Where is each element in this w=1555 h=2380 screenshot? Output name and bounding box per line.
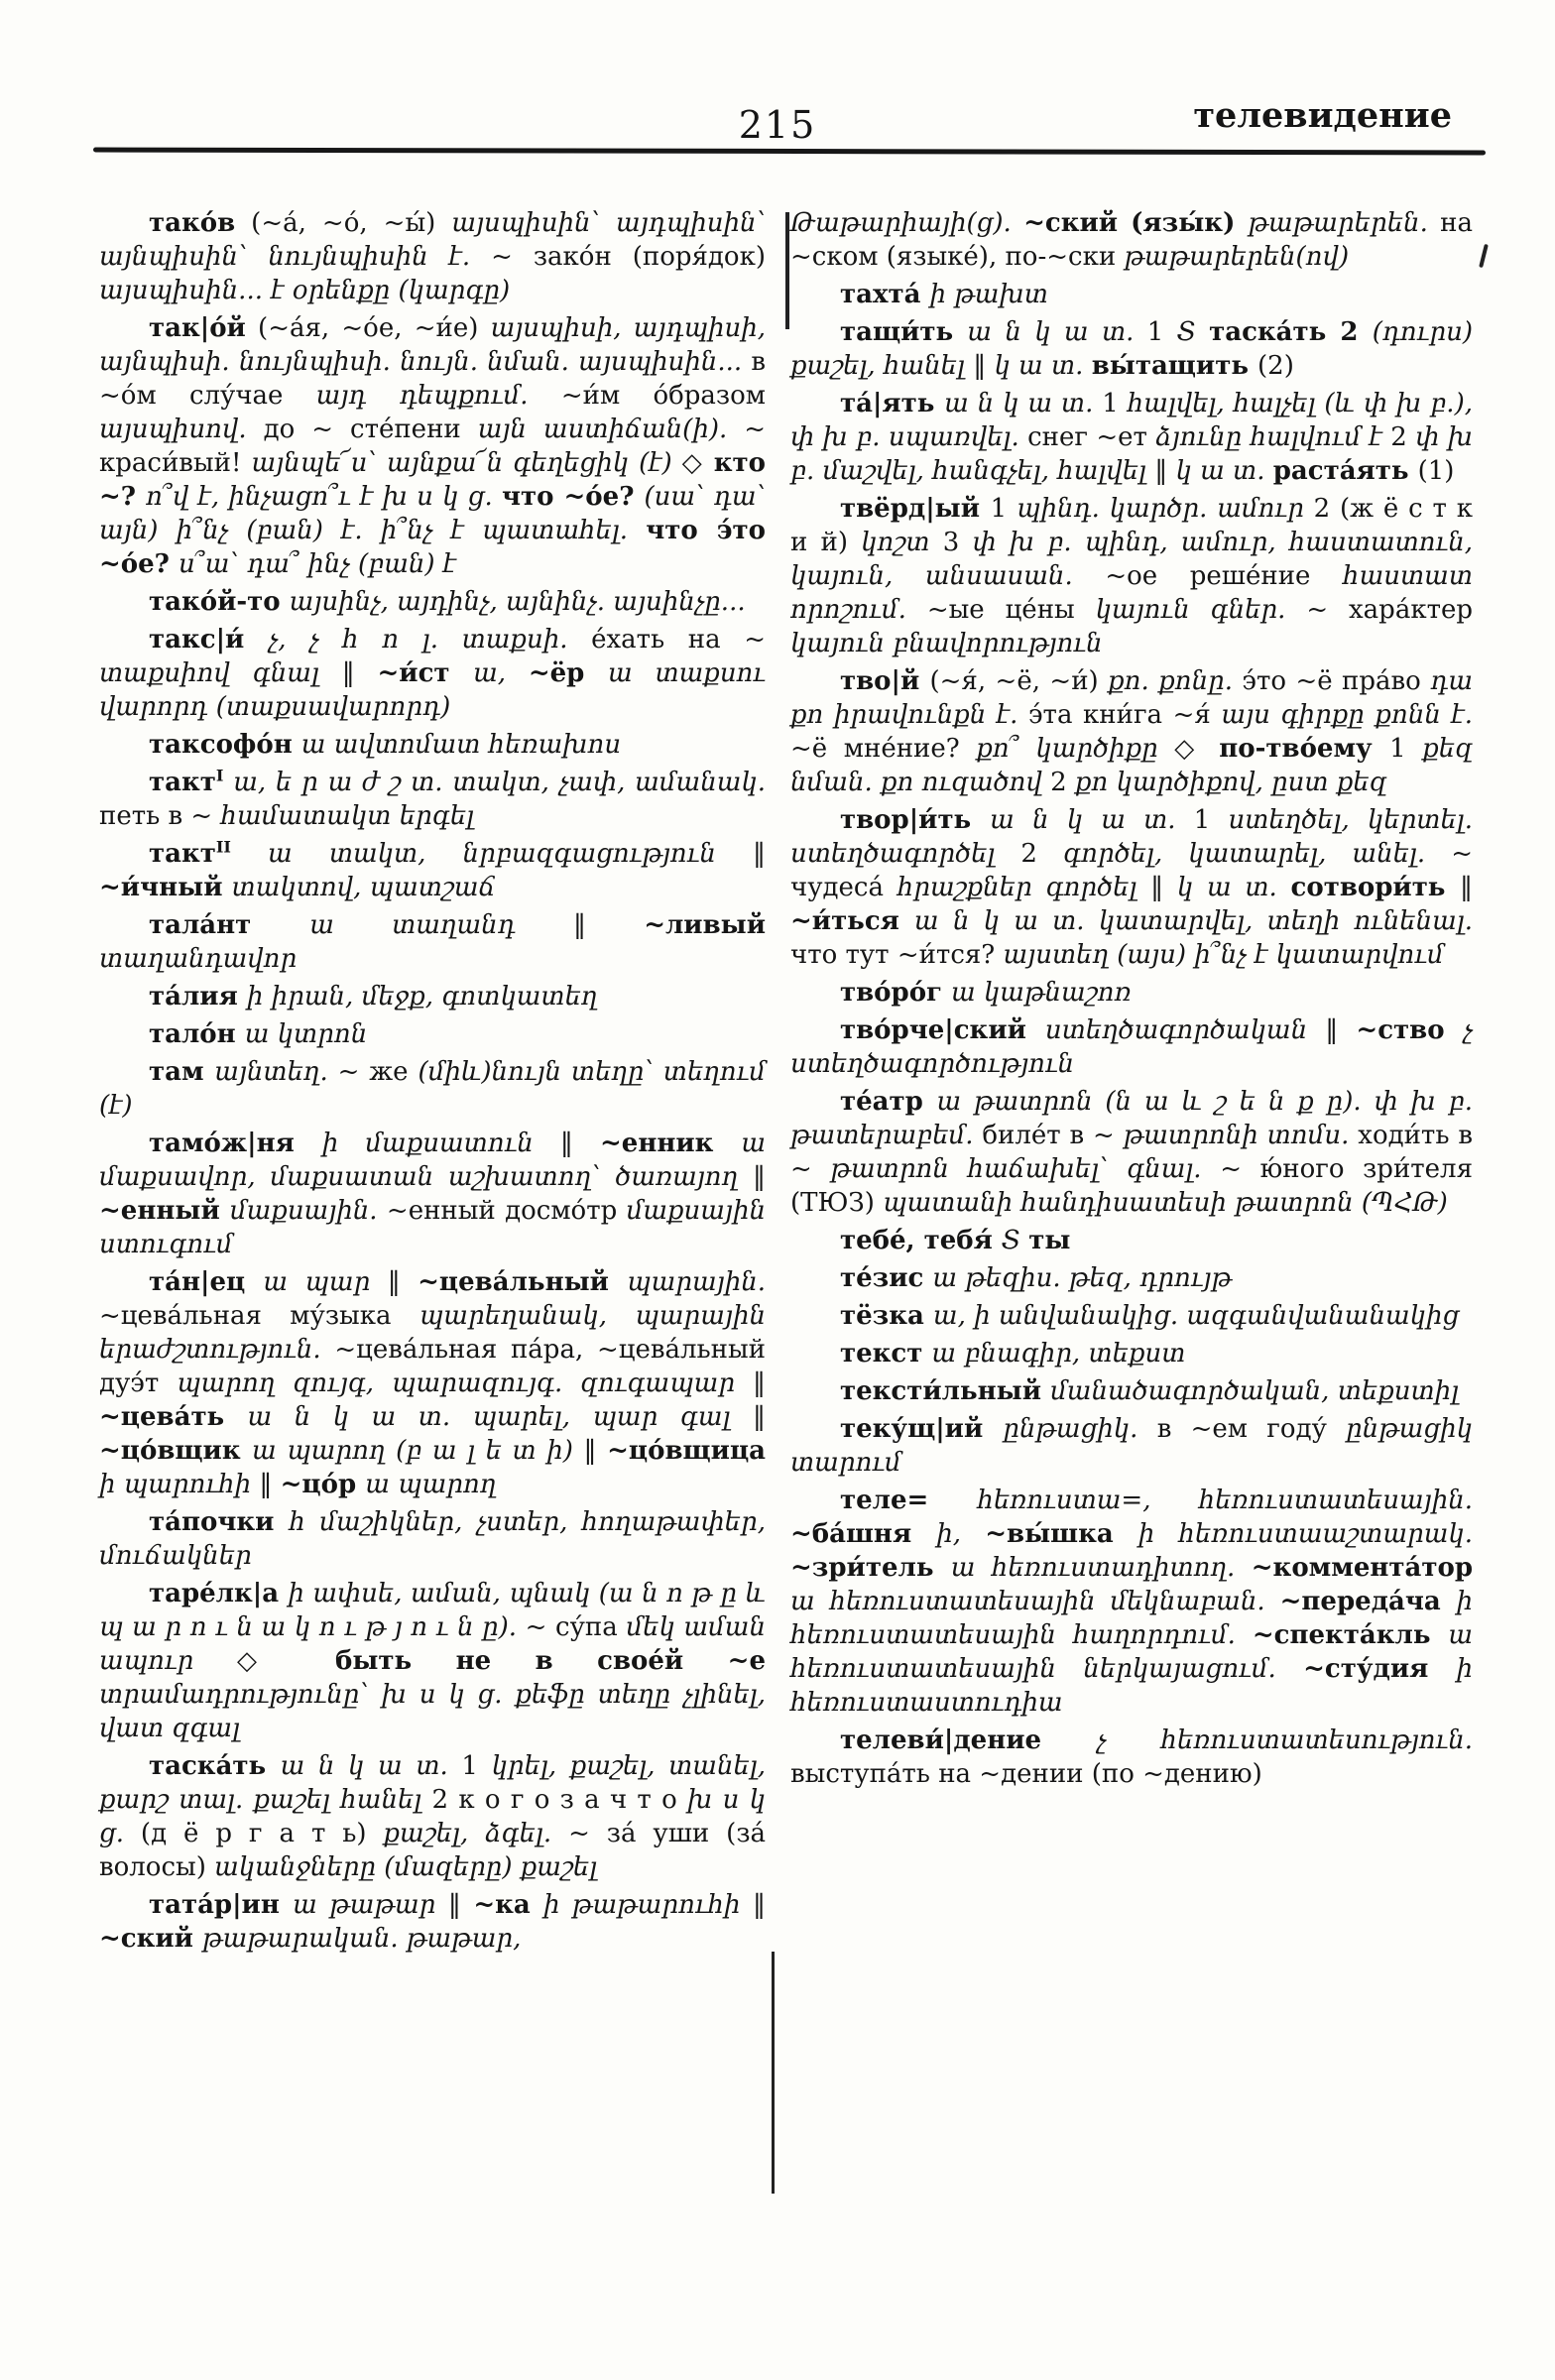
entry-segment: ~ка (473, 1890, 543, 1920)
entry-segment: ա ն կ ա տ. (280, 1751, 462, 1781)
dictionary-entry (790, 1085, 1473, 1220)
dictionary-entry (790, 1412, 1473, 1480)
entry-segment: ի հեռուստաաշտարակ. (1137, 1519, 1473, 1549)
entry-segment: կոշտ (861, 528, 943, 557)
entry-segment: ի ափսե, աման, պնակ (ա ն ո թ ը և պ ա ր ո ւ ն ա կ ո ւ թ յ ո ւ ն ը). (99, 1579, 766, 1642)
entry-segment: պարող զույգ, պարազույգ. զուգապար (177, 1368, 753, 1398)
entry-segment: ս՞ա՝ դա՞ ինչ (բան) է (178, 549, 457, 579)
entry-segment: ~цо́вщик (99, 1436, 252, 1466)
entry-segment: ա ն կ ա տ. պարել, պար գալ (247, 1402, 753, 1432)
entry-segment: այնտեղ. (214, 1057, 338, 1087)
entry-segment: ~и́м о́бразом (560, 381, 766, 411)
headword: твёрд|ый (840, 494, 991, 524)
entry-segment: հ մաշիկներ, չստեր, հողաթափեր, մուճակներ (99, 1507, 766, 1571)
entry-segment: ходи́ть в ~ (790, 1121, 1473, 1184)
headword: такт (149, 839, 216, 869)
dictionary-entry (790, 1484, 1473, 1720)
entry-segment: ա պար (263, 1267, 388, 1297)
entry-segment: ~вы́шка (985, 1519, 1138, 1549)
entry-segment: ~зри́тель (790, 1553, 951, 1583)
dictionary-entry (99, 1127, 766, 1261)
entry-segment: кто ~? (99, 448, 766, 512)
column-left (99, 206, 766, 1960)
entry-segment: (2) (1257, 351, 1294, 381)
dictionary-entry (99, 766, 766, 833)
entry-segment: вы́тащить (1091, 351, 1258, 381)
entry-segment: ~ су́па (525, 1612, 627, 1642)
entry-segment: ա տաքսու վարորդ (տաքսավարորդ) (99, 658, 766, 722)
dictionary-entry (99, 311, 766, 581)
entry-segment: 1 (1193, 805, 1229, 835)
entry-segment: быть не в свое́й ~е (335, 1646, 766, 1676)
entry-segment: տակտով, պատշաճ (231, 873, 496, 902)
headword: тво́рче|ский (840, 1015, 1045, 1045)
entry-segment: ա հեռուստատեսային ներկայացում. (790, 1620, 1473, 1684)
column-right (790, 206, 1473, 1795)
headword: таре́лк|а (149, 1579, 289, 1608)
dictionary-entry (99, 623, 766, 724)
entry-segment: ◇ (236, 1646, 336, 1676)
entry-segment: հեռուստա=, հեռուստատեսային. (977, 1486, 1473, 1515)
entry-segment: ‖ (753, 1162, 766, 1192)
entry-segment: ~ чудеса́ (790, 839, 1474, 902)
entry-segment: ~цева́льный (418, 1267, 628, 1297)
entry-segment: պատանի հանդիսատեսի թատրոն (ՊՀԹ) (883, 1188, 1448, 1218)
entry-segment: ստեղծել, կերտել. ստեղծագործել (790, 805, 1473, 869)
headword: теле= (840, 1486, 978, 1515)
headword: те́атр (840, 1087, 937, 1117)
dictionary-entry (790, 1013, 1473, 1081)
entry-segment: ‖ (753, 839, 766, 869)
entry-segment: հալվել, հալչել (և փ խ բ.), փ խ բ. սպառվել. (790, 389, 1473, 452)
entry-segment: ‖ (447, 1890, 474, 1920)
dictionary-entry (790, 206, 1473, 274)
headword: тако́й-то (149, 587, 290, 617)
entry-segment: ո՞վ է, ինչացո՞ւ է խ ս կ ց. (146, 482, 502, 512)
entry-segment: ◇ (681, 448, 714, 478)
entry-segment: ~енный досмо́тр (386, 1196, 627, 1226)
headword: тво|й (840, 666, 930, 696)
entry-segment: ի իրան, մեջք, գոտկատեղ (246, 982, 598, 1012)
entry-segment: (դուրս) քաշել, հանել (790, 317, 1473, 381)
entry-segment: 2 (ж ё с т к и й) (790, 494, 1474, 557)
headword: тво́ро́г (840, 978, 952, 1008)
entry-segment: կայուն գներ. (1095, 595, 1307, 625)
entry-segment: մաքսային ստուգում (99, 1196, 767, 1259)
dictionary-entry (790, 803, 1473, 972)
entry-segment: դա քո իրավունքն է. (790, 666, 1474, 730)
headword: та́|ять (840, 389, 945, 418)
dictionary-entry (99, 206, 766, 307)
entry-segment: ~ же (337, 1057, 419, 1087)
entry-segment: таска́ть 2 (1209, 317, 1373, 347)
entry-segment: քաշել, ձգել. (383, 1819, 569, 1848)
entry-segment: ~переда́ча (1279, 1587, 1457, 1616)
entry-segment: ~ство (1356, 1015, 1464, 1045)
page-number: 215 (738, 103, 817, 147)
entry-segment: ի հեռուստատեսային հաղորդում. (790, 1587, 1473, 1650)
entry-segment: տաղանդավոր (99, 944, 298, 974)
entry-segment: թաթարերեն(ով) (1124, 242, 1350, 272)
entry-segment: ‖ (753, 1890, 767, 1920)
entry-segment: ~и́ться (790, 906, 914, 936)
scan-artifact-line (785, 212, 789, 329)
entry-segment: Թաթարիայի(ց). (790, 208, 1024, 238)
headword: тексти́льный (840, 1376, 1051, 1406)
entry-segment: петь в ~ (99, 801, 221, 831)
entry-segment: ◇ (1174, 734, 1220, 764)
entry-segment: (~я́, ~ё, ~и́) (929, 666, 1109, 696)
headword: телеви́|дение (840, 1726, 1097, 1755)
entry-segment: 3 (942, 528, 973, 557)
entry-segment: ‖ (583, 1436, 608, 1466)
entry-segment: ի, (936, 1519, 986, 1549)
entry-segment: ~и́ст (377, 658, 474, 688)
entry-segment: ականջները (մազերը) քաշել (214, 1852, 598, 1882)
entry-segment: հաստատ որոշում. (790, 561, 1473, 625)
entry-segment: կ ա տ. (994, 351, 1092, 381)
headword: та́н|ец (149, 1267, 264, 1297)
dictionary-entry (790, 1261, 1473, 1295)
entry-segment: Տ (1001, 1226, 1029, 1255)
headword: твор|и́ть (840, 805, 991, 835)
headword: теку́щ|ий (840, 1414, 1004, 1444)
entry-segment: 2 (1020, 839, 1064, 869)
entry-segment: 2 (1050, 768, 1075, 797)
headword: те́зис (840, 1263, 933, 1293)
headword: тала́нт (149, 910, 310, 940)
entry-segment: выступа́ть на ~дении (по ~дению) (790, 1759, 1262, 1789)
entry-segment: что ~о́е? (501, 482, 645, 512)
entry-segment: ընթացիկ տարում (790, 1414, 1473, 1478)
headword: таска́ть (149, 1751, 281, 1781)
entry-segment: խ ս կ ց. (99, 1785, 766, 1848)
headword: такс|и́ (149, 625, 269, 654)
entry-segment: ~ые це́ны (926, 595, 1096, 625)
entry-segment: ի պարուհի (99, 1470, 260, 1499)
entry-segment: չ հեռուստատեսություն. (1096, 1726, 1473, 1755)
entry-segment: 2 (1390, 422, 1416, 452)
dictionary-entry (99, 1888, 766, 1956)
entry-segment: ‖ (753, 1368, 766, 1398)
headword: тамо́ж|ня (149, 1129, 322, 1158)
entry-segment: ‖ (1325, 1015, 1357, 1045)
entry-segment: ա կտրոն (244, 1019, 368, 1049)
headword: та́почки (149, 1507, 290, 1537)
entry-segment: ի մաքսատուն (321, 1129, 560, 1158)
entry-segment: թատրոն հաճախել՝ գնալ. (830, 1154, 1221, 1184)
dictionary-entry (99, 1055, 766, 1123)
headword: таксофо́н (149, 730, 301, 760)
entry-segment: (միև)նույն տեղը՝ տեղում (է) (99, 1057, 767, 1121)
entry-segment: ա հեռուստատեսային մեկնաբան. (790, 1587, 1280, 1616)
entry-segment: թաթարերեն. (1248, 208, 1441, 238)
entry-segment: ձյունը հալվում է (1155, 422, 1391, 452)
entry-segment: պարեղանակ, պարային երաժշտություն. (99, 1301, 766, 1365)
entry-segment: ~ хара́ктер (1306, 595, 1473, 625)
entry-segment: ‖ (1150, 873, 1177, 902)
entry-segment: 1 (1102, 389, 1128, 418)
entry-segment: այն աստիճան(ի). (477, 415, 745, 444)
entry-segment: մանածագործական, տեքստիլ (1050, 1376, 1460, 1406)
entry-segment: կ ա տ. (1175, 456, 1273, 486)
dictionary-entry (790, 1374, 1473, 1408)
entry-segment: այսպիսի, այդպիսի, այնպիսի. նույնպիսի. նույն. նման. այսպիսին... (99, 313, 766, 377)
entry-segment: 1 (461, 1751, 492, 1781)
headword: такт (149, 768, 216, 797)
dictionary-entry (99, 980, 766, 1013)
entry-segment: ~ краси́вый! (99, 415, 767, 478)
entry-segment: ~енный (99, 1196, 230, 1226)
entry-segment: ~ зако́н (поря́док) (491, 242, 766, 272)
headword: тёзка (840, 1301, 933, 1331)
entry-segment: ա, ի անվանակից. ազգանվանանակից (932, 1301, 1460, 1331)
entry-segment: что э́то ~о́е? (99, 516, 766, 579)
entry-segment: այսպիսով. (99, 415, 264, 444)
entry-segment: այդ դեպքում. (315, 381, 561, 411)
entry-segment: 2 к о г о з а ч т о (431, 1785, 688, 1815)
headword: так|о́й (149, 313, 246, 343)
entry-segment: մեկ աման ապուր (99, 1612, 766, 1676)
headword: тебе́, тебя́ (840, 1226, 1002, 1255)
entry-segment: ‖ (753, 1402, 766, 1432)
entry-segment: կ ա տ. (1176, 873, 1291, 902)
entry-segment: ~цо́р (280, 1470, 366, 1499)
dictionary-entry (790, 1724, 1473, 1791)
entry-segment: ~ский (язы́к) (1023, 208, 1249, 238)
entry-segment: տաքսիով գնալ (99, 658, 342, 688)
header-rule (93, 148, 1486, 156)
entry-segment: ի թաթարուհի (542, 1890, 754, 1920)
entry-segment: ‖ (341, 658, 378, 688)
entry-segment: ա ավտոմատ հեռախոս (300, 730, 622, 760)
entry-segment: համատակտ երգել (220, 801, 475, 831)
entry-segment: այսպիսին... է օրենքը (կարգը) (99, 276, 511, 305)
entry-segment: ~цева́льная па́ра, ~цева́льный дуэ́т (99, 1335, 766, 1398)
dictionary-entry (790, 1224, 1473, 1257)
entry-segment: ~ое реше́ние (1105, 561, 1344, 591)
entry-segment: ա ն կ ա տ. (990, 805, 1194, 835)
dictionary-entry (99, 1017, 766, 1051)
entry-segment: (~а́я, ~о́е, ~и́е) (245, 313, 491, 343)
dictionary-entry (790, 1299, 1473, 1333)
entry-segment: քեզ նման. քո ուզածով (790, 734, 1473, 797)
entry-segment: ~цо́вщица (607, 1436, 766, 1466)
entry-segment: ~ба́шня (790, 1519, 937, 1549)
headword: та́лия (149, 982, 247, 1012)
scan-artifact-line (772, 1952, 775, 2194)
entry-segment: ты (1028, 1226, 1071, 1255)
entry-segment: (սա՝ դա՝ այն) ի՞նչ (բան) է. ի՞նչ է պատահել. (99, 482, 766, 545)
entry-segment: э́то ~ё пра́во (1242, 666, 1431, 696)
dictionary-entry (99, 1265, 766, 1501)
dictionary-entry (99, 908, 766, 976)
headword: тало́н (149, 1019, 245, 1049)
entry-segment: ա տակտ, նրբազգացություն (230, 839, 753, 869)
entry-segment: քո կարծիքով, ըստ քեզ (1074, 768, 1387, 797)
entry-segment: ստեղծագործական (1044, 1015, 1326, 1045)
entry-segment: չ, չ հ ո լ. տաքսի. (268, 625, 592, 654)
dictionary-entry (99, 728, 766, 762)
entry-segment: раста́ять (1272, 456, 1418, 486)
entry-segment: ‖ (973, 351, 995, 381)
entry-segment: կրել, քաշել, տանել, քարշ տալ. քաշել հանել (99, 1751, 767, 1815)
dictionary-entry (99, 837, 766, 904)
entry-segment: ա թաթար (293, 1890, 448, 1920)
entry-segment: ա ն կ ա տ. (944, 389, 1103, 418)
entry-segment: հրաշքներ գործել (897, 873, 1151, 902)
entry-segment: ընթացիկ. (1003, 1414, 1157, 1444)
entry-segment: ‖ (572, 910, 645, 940)
entry-segment: ‖ (1154, 456, 1176, 486)
entry-segment: չ ստեղծագործություն (790, 1015, 1473, 1079)
dictionary-entry (99, 1505, 766, 1573)
headword: тата́р|ин (149, 1890, 294, 1920)
entry-segment: (1) (1417, 456, 1455, 486)
entry-segment: ա կաթնաշոռ (951, 978, 1132, 1008)
entry-segment: в ~ем году́ (1156, 1414, 1347, 1444)
dictionary-entry (790, 492, 1473, 660)
headword: текст (840, 1339, 932, 1368)
entry-segment: ա պարող (365, 1470, 497, 1499)
entry-segment: ~ ю́ного зри́теля (ТЮЗ) (790, 1154, 1473, 1218)
entry-segment: ա, (473, 658, 529, 688)
entry-segment: ~спекта́кль (1252, 1620, 1449, 1650)
entry-segment: ա պարող (բ ա լ ե տ ի) (251, 1436, 584, 1466)
entry-segment: ~и́чный (99, 873, 232, 902)
entry-segment: Տ (1176, 317, 1210, 347)
entry-segment: е́хать на ~ (591, 625, 766, 654)
entry-segment: ~ливый (644, 910, 767, 940)
entry-segment: այստեղ (այս) ի՞նչ է կատարվում (1003, 940, 1444, 970)
headword: там (149, 1057, 215, 1087)
dictionary-entry (790, 315, 1473, 383)
entry-segment: փ խ բ. պինդ, ամուր, հաստատուն, կայուն, անսասան. (790, 528, 1474, 591)
dictionary-entry (790, 1337, 1473, 1370)
dictionary-entry (99, 1577, 766, 1745)
entry-segment: ~цева́ть (99, 1402, 248, 1432)
entry-segment: 1 (1389, 734, 1423, 764)
entry-segment: 1 (1146, 317, 1177, 347)
entry-segment: ~ё мне́ние? (790, 734, 977, 764)
entry-segment: քո՞ կարծիքը (976, 734, 1175, 764)
entry-segment: ա, ե ր ա ժ շ տ. տակտ, չափ, ամանակ. (223, 768, 766, 797)
entry-segment: I (215, 766, 224, 785)
headword: тахта́ (840, 280, 930, 309)
entry-segment: այսինչ, այդինչ, այնինչ. այսինչը... (289, 587, 746, 617)
entry-segment: ա մաքսավոր, մաքսատան աշխատող՝ ծառայող (99, 1129, 766, 1192)
entry-segment: 1 (990, 494, 1017, 524)
entry-segment: փ խ բ. մաշվել, հանգչել, հալվել (790, 422, 1474, 486)
entry-segment: այսպիսին՝ այդպիսին՝ այնպիսին՝ նույնպիսին է. (99, 208, 767, 272)
entry-segment: ‖ (259, 1470, 281, 1499)
entry-segment: ~цева́льная му́зыка (99, 1301, 419, 1331)
headword: тако́в (149, 208, 236, 238)
dictionary-entry (790, 387, 1473, 488)
entry-segment: по-тво́ему (1219, 734, 1390, 764)
guide-word: телевидение (1193, 95, 1452, 136)
entry-segment: ~енник (600, 1129, 742, 1158)
entry-segment: գործել, կատարել, անել. (1063, 839, 1452, 869)
entry-segment: կայուն բնավորություն (790, 629, 1103, 658)
entry-segment: ~коммента́тор (1251, 1553, 1473, 1583)
entry-segment: ա բնագիր, տեքստ (931, 1339, 1186, 1368)
entry-segment: сотвори́ть (1290, 873, 1460, 902)
dictionary-entry (99, 1749, 766, 1884)
headword: тащи́ть (840, 317, 968, 347)
entry-segment: что тут ~и́тся? (790, 940, 1004, 970)
entry-segment: տրամադրությունը՝ խ ս կ ց. քեֆը տեղը չլինել, վատ զգալ (99, 1680, 766, 1743)
entry-segment: ~ёр (528, 658, 608, 688)
entry-segment: до ~ сте́пени (263, 415, 478, 444)
entry-segment: ի հեռուստաստուդիա (790, 1654, 1473, 1718)
dictionary-entry (99, 585, 766, 619)
entry-segment: ի թախտ (929, 280, 1048, 309)
entry-segment: э́та кни́га ~я́ (1028, 700, 1222, 730)
entry-segment: на ~ском (языке́), по-~ски (790, 208, 1473, 272)
entry-segment: ~ский (99, 1924, 203, 1954)
entry-segment: այս գիրքը քոնն է. (1221, 700, 1473, 730)
entry-segment: մաքսային. (229, 1196, 387, 1226)
scan-artifact-speck (1479, 244, 1489, 268)
entry-segment: պարային. (627, 1267, 767, 1297)
entry-segment: պինդ. կարծր. ամուր (1017, 494, 1314, 524)
entry-segment: ~ за́ уши (за́ волосы) (99, 1819, 766, 1882)
entry-segment: в ~о́м слу́чае (99, 347, 766, 411)
entry-segment: (~а́, ~о́, ~ы́) (235, 208, 452, 238)
entry-segment: ա թեզիս. թեզ, դրույթ (932, 1263, 1233, 1293)
entry-segment: թատրոնի տոմս. (1123, 1121, 1359, 1150)
entry-segment: ~сту́дия (1303, 1654, 1457, 1684)
entry-segment: снег ~ет (1027, 422, 1156, 452)
entry-segment: ա տաղանդ (309, 910, 573, 940)
entry-segment: ‖ (559, 1129, 600, 1158)
entry-segment: ա թատրոն (ն ա և շ ե ն ք ը). փ խ բ. թատերաբեմ. (790, 1087, 1473, 1150)
entry-segment: ‖ (387, 1267, 419, 1297)
entry-segment: ա հեռուստադիտող. (950, 1553, 1252, 1583)
entry-segment: II (215, 837, 231, 857)
entry-segment: ա ն կ ա տ. (967, 317, 1147, 347)
entry-segment: (д ё р г а т ь) (140, 1819, 384, 1848)
entry-segment: ա ն կ ա տ. կատարվել, տեղի ունենալ. (913, 906, 1474, 936)
dictionary-entry (790, 664, 1473, 799)
entry-segment: ‖ (1460, 873, 1473, 902)
entry-segment: биле́т в ~ (982, 1121, 1124, 1150)
dictionary-entry (790, 976, 1473, 1010)
dictionary-entry (790, 278, 1473, 311)
entry-segment: թաթարական. թաթար, (202, 1924, 522, 1954)
entry-segment: քո. քոնը. (1108, 666, 1243, 696)
entry-segment: այնպե՜ս՝ այնքա՜ն գեղեցիկ (է) (251, 448, 682, 478)
